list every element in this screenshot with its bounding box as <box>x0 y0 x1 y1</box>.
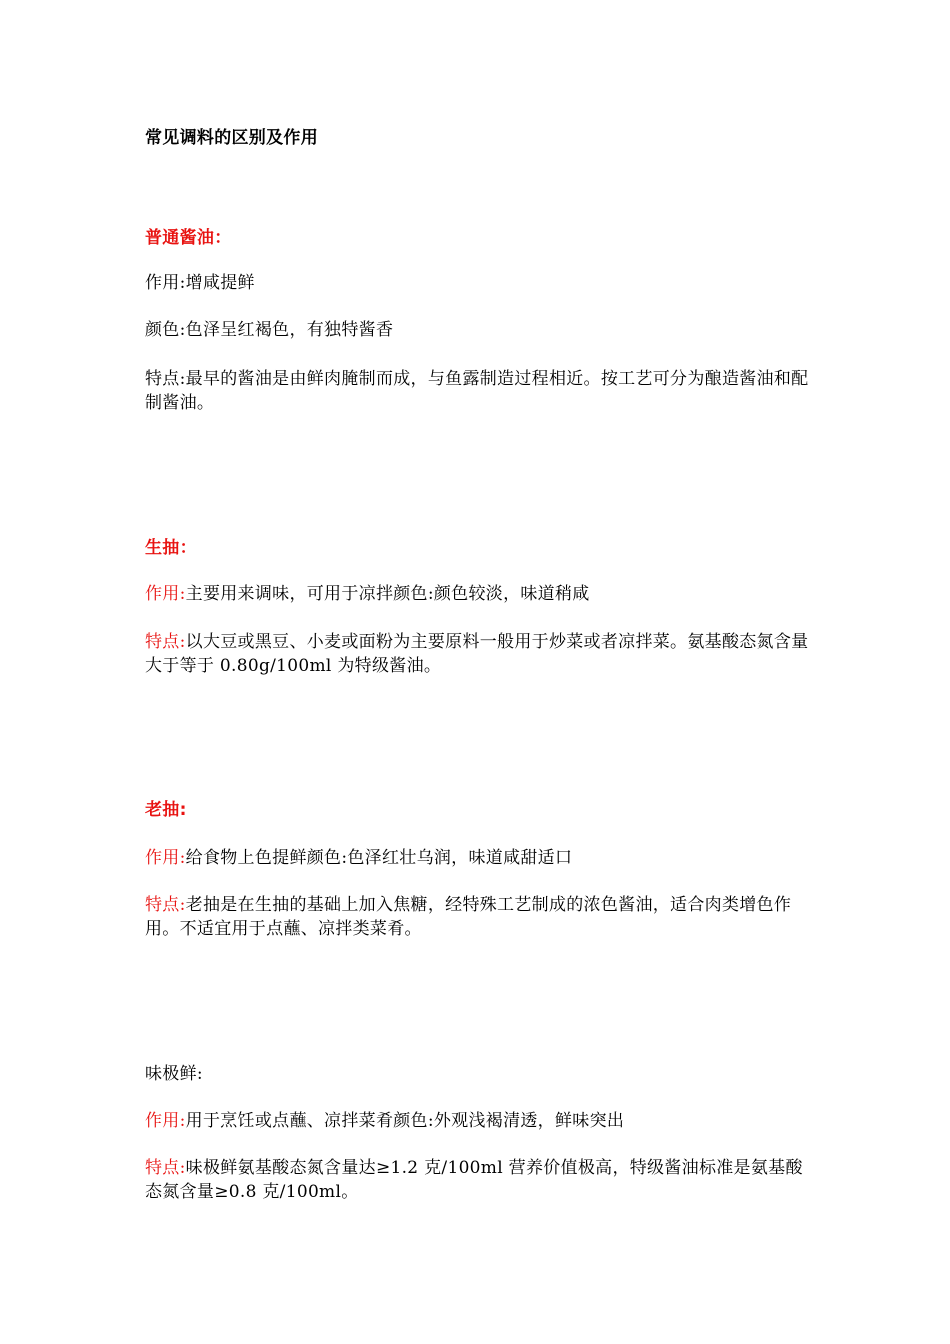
section-heading-regular-soy-sauce: 普通酱油： <box>145 228 232 248</box>
section-line-light-function <box>145 582 815 606</box>
line-label: 特点: <box>145 369 186 389</box>
section-line-dark-function <box>145 846 815 870</box>
line-text: 用于烹饪或点蘸、凉拌菜肴颜色:外观浅褐清透，鲜味突出 <box>185 1111 625 1131</box>
line-text: 色泽呈红褐色，有独特酱香 <box>185 320 394 340</box>
line-label: 作用: <box>145 584 186 604</box>
line-text: 给食物上色提鲜颜色:色泽红壮乌润，味道咸甜适口 <box>185 848 573 868</box>
line-label: 作用: <box>145 1111 186 1131</box>
section-line-premium-function <box>145 1109 815 1133</box>
section-line-regular-function <box>145 271 815 295</box>
section-heading-premium-soy-sauce: 味极鲜: <box>145 1064 203 1084</box>
line-label: 颜色: <box>145 320 186 340</box>
section-heading-light-soy-sauce: 生抽： <box>145 538 197 558</box>
section-line-dark-features <box>145 893 815 941</box>
line-text: 以大豆或黑豆、小麦或面粉为主要原料一般用于炒菜或者凉拌菜。氨基酸态氮含量大于等于 0.80g/100ml 为特级酱油。 <box>145 632 809 676</box>
line-text: 味极鲜氨基酸态氮含量达≥1.2 克/100ml 营养价值极高，特级酱油标准是氨基酸态氮含量≥0.8 克/100ml。 <box>145 1158 803 1202</box>
section-heading-dark-soy-sauce: 老抽: <box>145 800 187 820</box>
line-label: 特点: <box>145 632 186 652</box>
line-text: 增咸提鲜 <box>185 273 255 293</box>
section-line-premium-features <box>145 1156 815 1204</box>
line-text: 主要用来调味，可用于凉拌颜色:颜色较淡，味道稍咸 <box>185 584 590 604</box>
line-text: 最早的酱油是由鲜肉腌制而成，与鱼露制造过程相近。按工艺可分为酿造酱油和配制酱油。 <box>145 369 809 413</box>
line-text: 老抽是在生抽的基础上加入焦糖，经特殊工艺制成的浓色酱油，适合肉类增色作用。不适宜用于点蘸、凉拌类菜肴。 <box>145 895 792 939</box>
section-line-regular-color <box>145 318 815 342</box>
line-label: 作用: <box>145 273 186 293</box>
line-label: 作用: <box>145 848 186 868</box>
line-label: 特点: <box>145 895 186 915</box>
section-line-light-features <box>145 630 815 678</box>
section-line-regular-features <box>145 367 815 415</box>
line-label: 特点: <box>145 1158 186 1178</box>
document-title: 常见调料的区别及作用 <box>145 128 318 148</box>
